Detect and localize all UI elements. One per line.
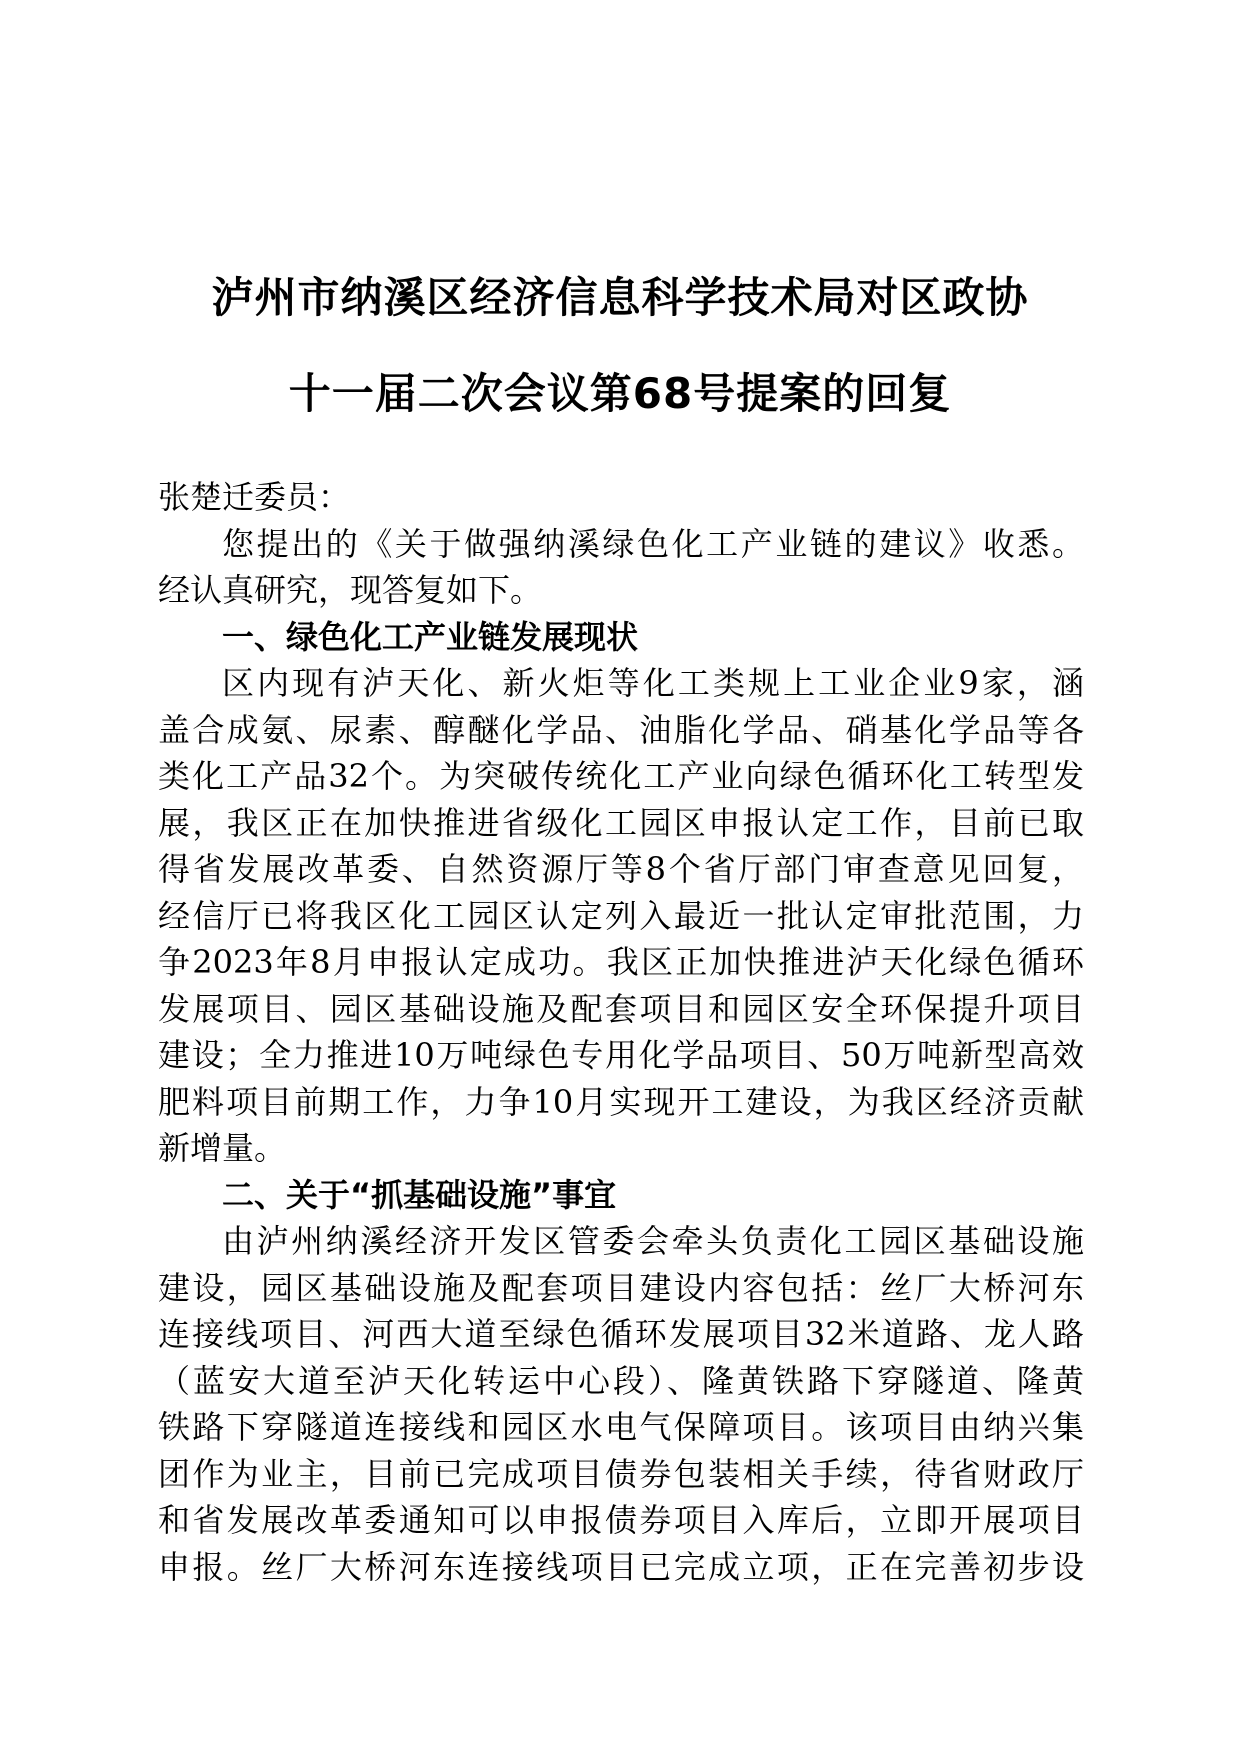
paragraph-line: 由泸州纳溪经济开发区管委会牵头负责化工园区基础设施	[222, 1222, 1084, 1260]
paragraph-line: 盖合成氨、尿素、醇醚化学品、油脂化学品、硝基化学品等各	[158, 710, 1084, 749]
document-body	[158, 474, 1084, 1590]
paragraph-line: 发展项目、园区基础设施及配套项目和园区安全环保提升项目	[158, 989, 1084, 1028]
paragraph-line: 和省发展改革委通知可以申报债券项目入库后，立即开展项目	[158, 1501, 1084, 1539]
section-2-heading: 二、关于“抓基础设施”事宜	[222, 1175, 617, 1214]
intro-line: 经认真研究，现答复如下。	[158, 571, 543, 609]
paragraph-line: 经信厅已将我区化工园区认定列入最近一批认定审批范围，力	[158, 896, 1084, 935]
title-line-1: 泸州市纳溪区经济信息科学技术局对区政协	[211, 273, 1029, 322]
paragraph-line: （蓝安大道至泸天化转运中心段）、隆黄铁路下穿隧道、隆黄	[158, 1361, 1084, 1400]
paragraph-line: 争2023年8月申报认定成功。我区正加快推进泸天化绿色循环	[158, 943, 1084, 981]
paragraph-line: 肥料项目前期工作，力争10月实现开工建设，为我区经济贡献	[158, 1082, 1084, 1121]
paragraph-line: 团作为业主，目前已完成项目债券包装相关手续，待省财政厅	[158, 1454, 1084, 1493]
paragraph-line: 连接线项目、河西大道至绿色循环发展项目32米道路、龙人路	[158, 1315, 1084, 1353]
section-1-heading: 一、绿色化工产业链发展现状	[222, 617, 639, 656]
intro-line: 您提出的《关于做强纳溪绿色化工产业链的建议》收悉。	[222, 524, 1084, 563]
paragraph-line: 申报。丝厂大桥河东连接线项目已完成立项，正在完善初步设	[158, 1547, 1084, 1586]
paragraph-line: 区内现有泸天化、新火炬等化工类规上工业企业9家，涵	[222, 664, 1084, 702]
paragraph-line: 建设，园区基础设施及配套项目建设内容包括：丝厂大桥河东	[158, 1268, 1084, 1307]
paragraph-line: 类化工产品32个。为突破传统化工产业向绿色循环化工转型发	[158, 757, 1084, 795]
title-line-2: 十一届二次会议第68号提案的回复	[288, 369, 952, 418]
document-title	[150, 250, 1090, 442]
paragraph-line: 建设；全力推进10万吨绿色专用化学品项目、50万吨新型高效	[158, 1036, 1084, 1074]
salutation: 张楚迁委员：	[158, 478, 351, 516]
paragraph-line: 得省发展改革委、自然资源厅等8个省厅部门审查意见回复，	[158, 850, 1084, 888]
paragraph-line: 铁路下穿隧道连接线和园区水电气保障项目。该项目由纳兴集	[158, 1408, 1084, 1446]
paragraph-line: 展，我区正在加快推进省级化工园区申报认定工作，目前已取	[158, 803, 1084, 842]
paragraph-line: 新增量。	[158, 1129, 287, 1167]
